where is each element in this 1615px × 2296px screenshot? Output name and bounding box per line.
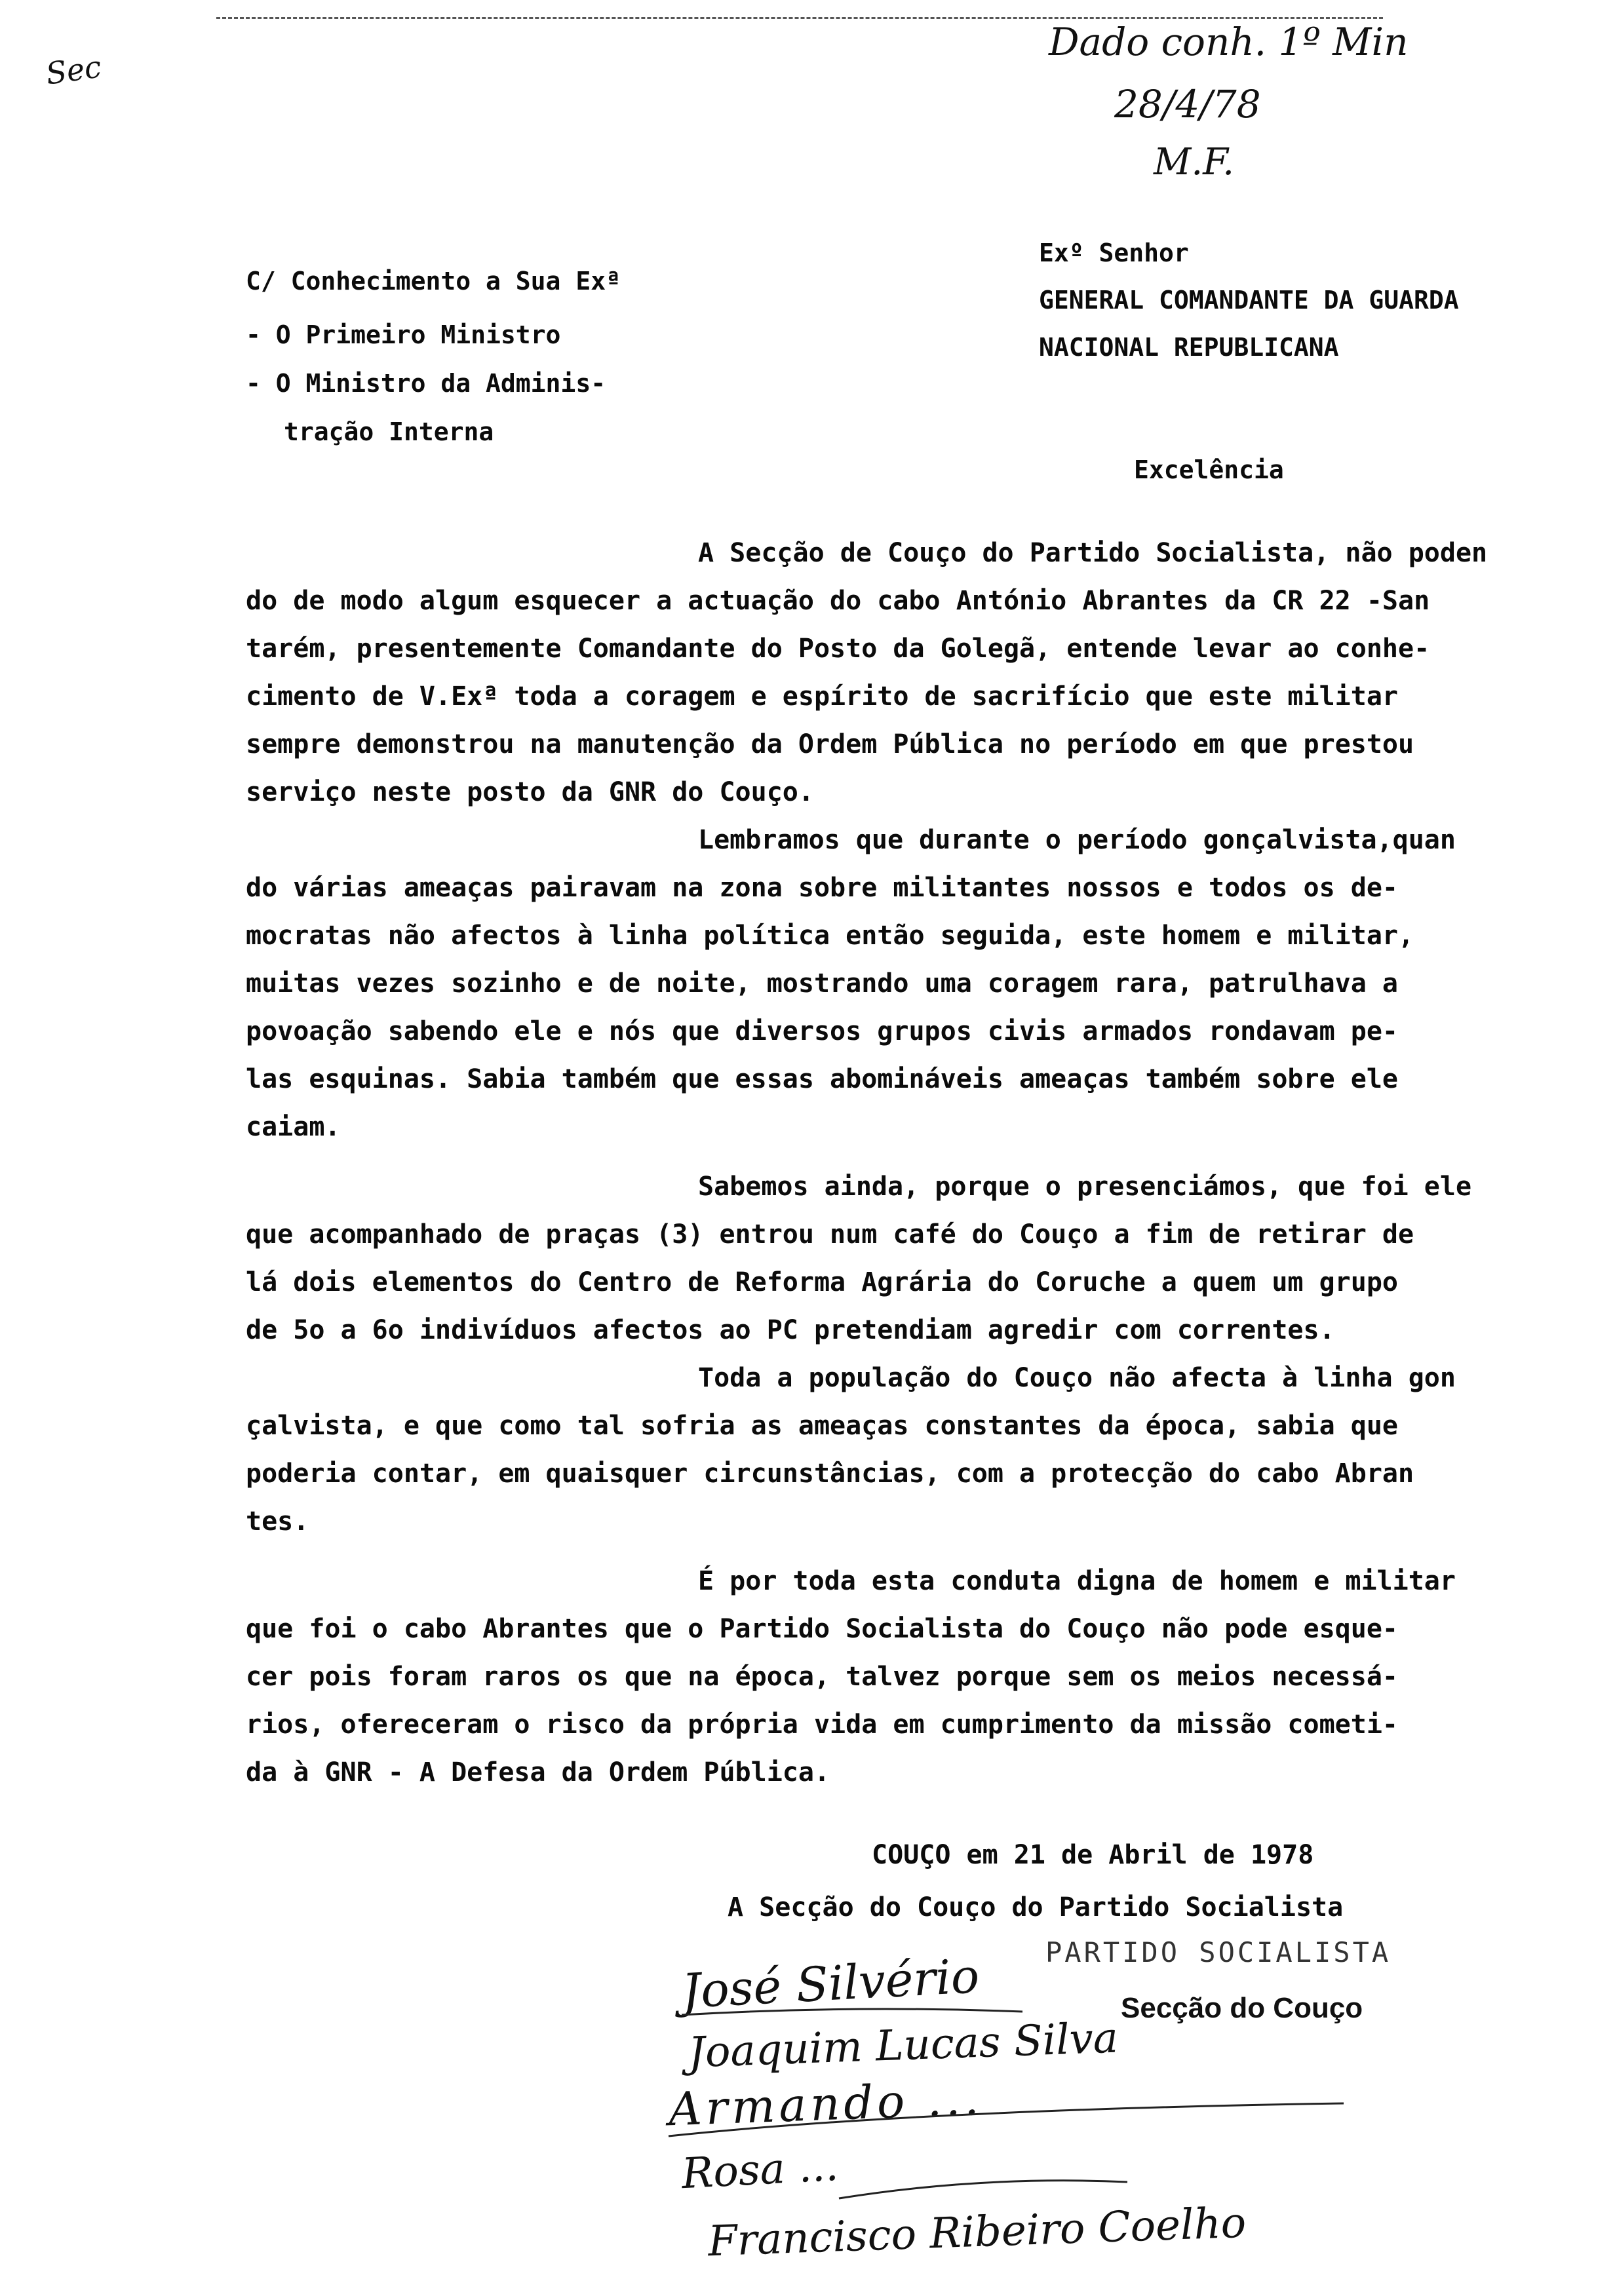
top-right-annotation-line1: Dado conh. 1º Min	[1049, 20, 1409, 64]
salutation: Excelência	[1134, 455, 1284, 484]
body-line: rios, ofereceram o risco da própria vida em cumprimento da missão cometi-	[246, 1710, 1398, 1740]
body-line: A Secção de Couço do Partido Socialista, não poden	[698, 538, 1488, 568]
letter-body	[246, 529, 1570, 1797]
cc-block	[246, 257, 621, 456]
body-line: tarém, presentemente Comandante do Posto da Golegã, entende levar ao conhe-	[246, 634, 1430, 664]
top-dashed-rule	[216, 17, 1383, 19]
body-line: Sabemos ainda, porque o presenciámos, que foi ele	[698, 1172, 1472, 1202]
dateline: COUÇO em 21 de Abril de 1978	[872, 1840, 1314, 1870]
body-line: sempre demonstrou na manutenção da Ordem Pública no período em que prestou	[246, 729, 1414, 759]
body-line: mocratas não afectos à linha política então seguida, este homem e militar,	[246, 921, 1414, 951]
body-line: do de modo algum esquecer a actuação do cabo António Abrantes da CR 22 -San	[246, 586, 1430, 616]
signature-3: Armando ...	[667, 2071, 984, 2137]
addressee-line1: Exº Senhor	[1039, 239, 1189, 267]
body-line: poderia contar, em quaisquer circunstâncias, com a protecção do cabo Abran	[246, 1459, 1414, 1489]
body-line: que acompanhado de praças (3) entrou num café do Couço a fim de retirar de	[246, 1219, 1414, 1250]
top-right-annotation-line3: M.F.	[1154, 141, 1235, 183]
body-line: É por toda esta conduta digna de homem e militar	[698, 1566, 1456, 1596]
body-line: muitas vezes sozinho e de noite, mostrando uma coragem rara, patrulhava a	[246, 968, 1398, 999]
party-stamp-line2: Secção do Couço	[1121, 1992, 1363, 2024]
addressee-block	[1039, 229, 1459, 371]
signature-2: Joaquim Lucas Silva	[687, 2014, 1119, 2078]
body-line: povoação sabendo ele e nós que diversos grupos civis armados rondavam pe-	[246, 1016, 1398, 1046]
body-line: cer pois foram raros os que na época, talvez porque sem os meios necessá-	[246, 1662, 1398, 1692]
body-line: cimento de V.Exª toda a coragem e espírito de sacrifício que este militar	[246, 681, 1398, 712]
body-line: tes.	[246, 1506, 309, 1537]
body-line: lá dois elementos do Centro de Reforma Agrária do Coruche a quem um grupo	[246, 1267, 1398, 1297]
body-line: Lembramos que durante o período gonçalvista,quan	[698, 825, 1456, 855]
cc-item-minister-line1: - O Ministro da Adminis-	[246, 369, 606, 398]
top-right-annotation-line2: 28/4/78	[1114, 82, 1261, 126]
addressee-line3: NACIONAL REPUBLICANA	[1039, 333, 1339, 362]
body-line: las esquinas. Sabia também que essas abomináveis ameaças também sobre ele	[246, 1064, 1398, 1094]
body-line: serviço neste posto da GNR do Couço.	[246, 777, 814, 807]
cc-heading: C/ Conhecimento a Sua Exª	[246, 267, 621, 296]
top-left-handwritten-mark: Sec	[43, 48, 104, 92]
body-line: da à GNR - A Defesa da Ordem Pública.	[246, 1757, 830, 1788]
addressee-line2: GENERAL COMANDANTE DA GUARDA	[1039, 286, 1459, 315]
cc-item-minister-line2: tração Interna	[284, 417, 494, 446]
party-stamp-line1: PARTIDO SOCIALISTA	[1045, 1936, 1391, 1968]
signature-5: Francisco Ribeiro Coelho	[707, 2198, 1247, 2267]
body-line: que foi o cabo Abrantes que o Partido Socialista do Couço não pode esque-	[246, 1614, 1398, 1644]
signoff: A Secção do Couço do Partido Socialista	[728, 1892, 1344, 1923]
body-line: do várias ameaças pairavam na zona sobre militantes nossos e todos os de-	[246, 873, 1398, 903]
cc-item-prime-minister: - O Primeiro Ministro	[246, 320, 561, 349]
body-line: de 5o a 6o indivíduos afectos ao PC pretendiam agredir com correntes.	[246, 1315, 1335, 1345]
body-line: çalvista, e que como tal sofria as ameaças constantes da época, sabia que	[246, 1411, 1398, 1441]
signature-1: José Silvério	[680, 1948, 981, 2019]
body-line: Toda a população do Couço não afecta à linha gon	[698, 1363, 1456, 1393]
body-line: caiam.	[246, 1112, 341, 1142]
signature-4: Rosa ...	[680, 2141, 840, 2199]
